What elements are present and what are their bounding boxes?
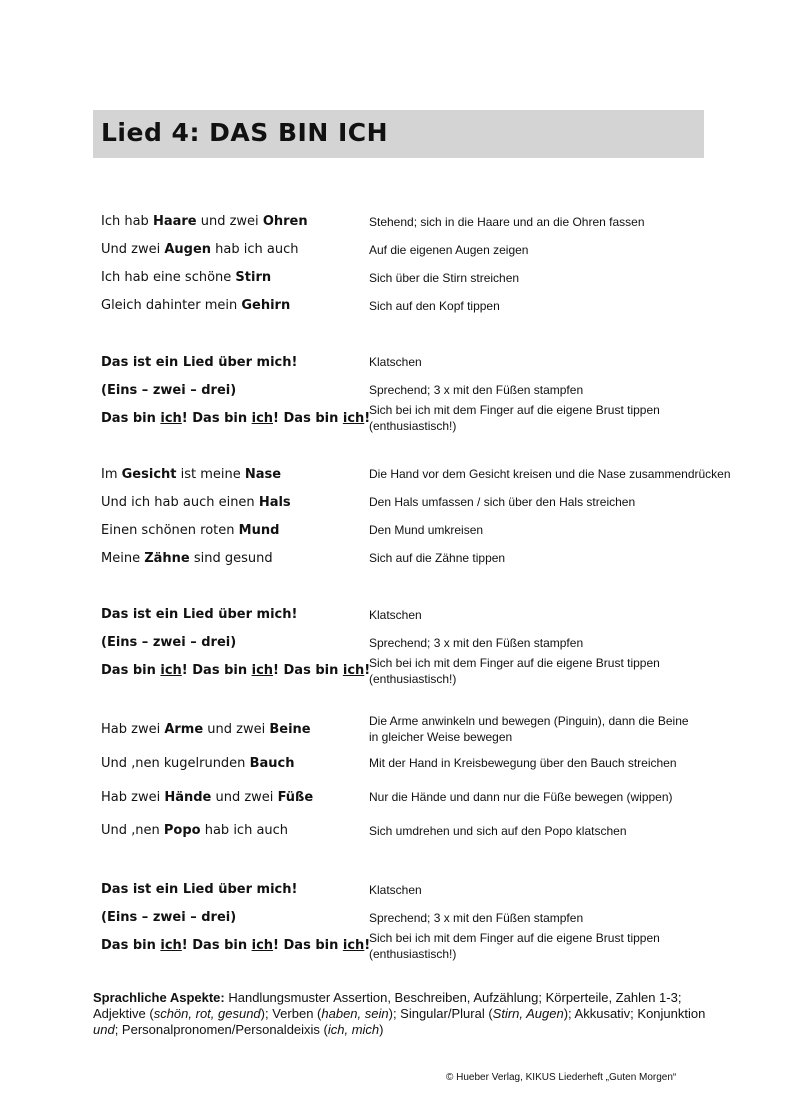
chorus-line: (Eins – zwei – drei) xyxy=(101,910,237,925)
page-title: Lied 4: DAS BIN ICH xyxy=(101,118,389,147)
lyric-line: Gleich dahinter mein Gehirn xyxy=(101,298,291,313)
action-text: Klatschen xyxy=(369,355,422,369)
language-aspects-label: Sprachliche Aspekte: xyxy=(93,990,225,1005)
action-text: Sprechend; 3 x mit den Füßen stampfen xyxy=(369,383,584,397)
chorus-line: Das ist ein Lied über mich! xyxy=(101,882,298,897)
chorus-line: Das bin ich! Das bin ich! Das bin ich! xyxy=(101,411,371,426)
lyric-line: Ich hab eine schöne Stirn xyxy=(101,270,272,285)
title-bar xyxy=(93,110,704,158)
lyric-line: Und ‚nen kugelrunden Bauch xyxy=(101,756,295,771)
chorus-line: (Eins – zwei – drei) xyxy=(101,635,237,650)
copyright: © Hueber Verlag, KIKUS Liederheft „Guten Morgen“ xyxy=(446,1072,677,1083)
action-text: Sich über die Stirn streichen xyxy=(369,271,520,285)
language-aspects: Sprachliche Aspekte: Handlungsmuster Assertion, Beschreiben, Aufzählung; Körperteile, Zahlen 1-3; Adjektive (schön, rot, gesund); Verben (haben, sein); Singular/Plural (Stirn, Augen); Akkusativ; Konjunktion und; Personalpronomen/Personaldeixis (ich, mich) xyxy=(93,990,706,1037)
lyric-line: Hab zwei Arme und zwei Beine xyxy=(101,722,311,737)
lyric-line: Im Gesicht ist meine Nase xyxy=(101,467,282,482)
action-text: Die Arme anwinkeln und bewegen (Pinguin), dann die Beine in gleicher Weise bewegen xyxy=(369,714,689,744)
lyric-line: Ich hab Haare und zwei Ohren xyxy=(101,214,308,229)
action-text: Sich bei ich mit dem Finger auf die eigene Brust tippen (enthusiastisch!) xyxy=(369,403,660,433)
action-text: Sich auf den Kopf tippen xyxy=(369,299,500,313)
chorus-line: Das bin ich! Das bin ich! Das bin ich! xyxy=(101,663,371,678)
action-text: Sich auf die Zähne tippen xyxy=(369,551,506,565)
chorus-line: Das ist ein Lied über mich! xyxy=(101,607,298,622)
chorus-line: Das bin ich! Das bin ich! Das bin ich! xyxy=(101,938,371,953)
action-text: Sich bei ich mit dem Finger auf die eigene Brust tippen (enthusiastisch!) xyxy=(369,656,660,686)
lyric-line: Und ‚nen Popo hab ich auch xyxy=(101,823,289,838)
chorus-line: Das ist ein Lied über mich! xyxy=(101,355,298,370)
action-text: Den Mund umkreisen xyxy=(369,523,484,537)
action-text: Mit der Hand in Kreisbewegung über den Bauch streichen xyxy=(369,756,677,770)
action-text: Die Hand vor dem Gesicht kreisen und die Nase zusammendrücken xyxy=(369,467,731,481)
action-text: Stehend; sich in die Haare und an die Ohren fassen xyxy=(369,215,645,229)
action-text: Sich bei ich mit dem Finger auf die eigene Brust tippen (enthusiastisch!) xyxy=(369,931,660,961)
lyric-line: Und zwei Augen hab ich auch xyxy=(101,242,299,257)
lyric-line: Einen schönen roten Mund xyxy=(101,523,280,538)
action-text: Auf die eigenen Augen zeigen xyxy=(369,243,529,257)
action-text: Klatschen xyxy=(369,608,422,622)
lyric-line: Hab zwei Hände und zwei Füße xyxy=(101,790,314,805)
lyric-line: Meine Zähne sind gesund xyxy=(101,551,273,566)
action-text: Den Hals umfassen / sich über den Hals streichen xyxy=(369,495,636,509)
lyric-line: Und ich hab auch einen Hals xyxy=(101,495,291,510)
action-text: Sprechend; 3 x mit den Füßen stampfen xyxy=(369,911,584,925)
action-text: Klatschen xyxy=(369,883,422,897)
action-text: Sich umdrehen und sich auf den Popo klatschen xyxy=(369,824,627,838)
action-text: Sprechend; 3 x mit den Füßen stampfen xyxy=(369,636,584,650)
chorus-line: (Eins – zwei – drei) xyxy=(101,383,237,398)
action-text: Nur die Hände und dann nur die Füße bewegen (wippen) xyxy=(369,790,673,804)
